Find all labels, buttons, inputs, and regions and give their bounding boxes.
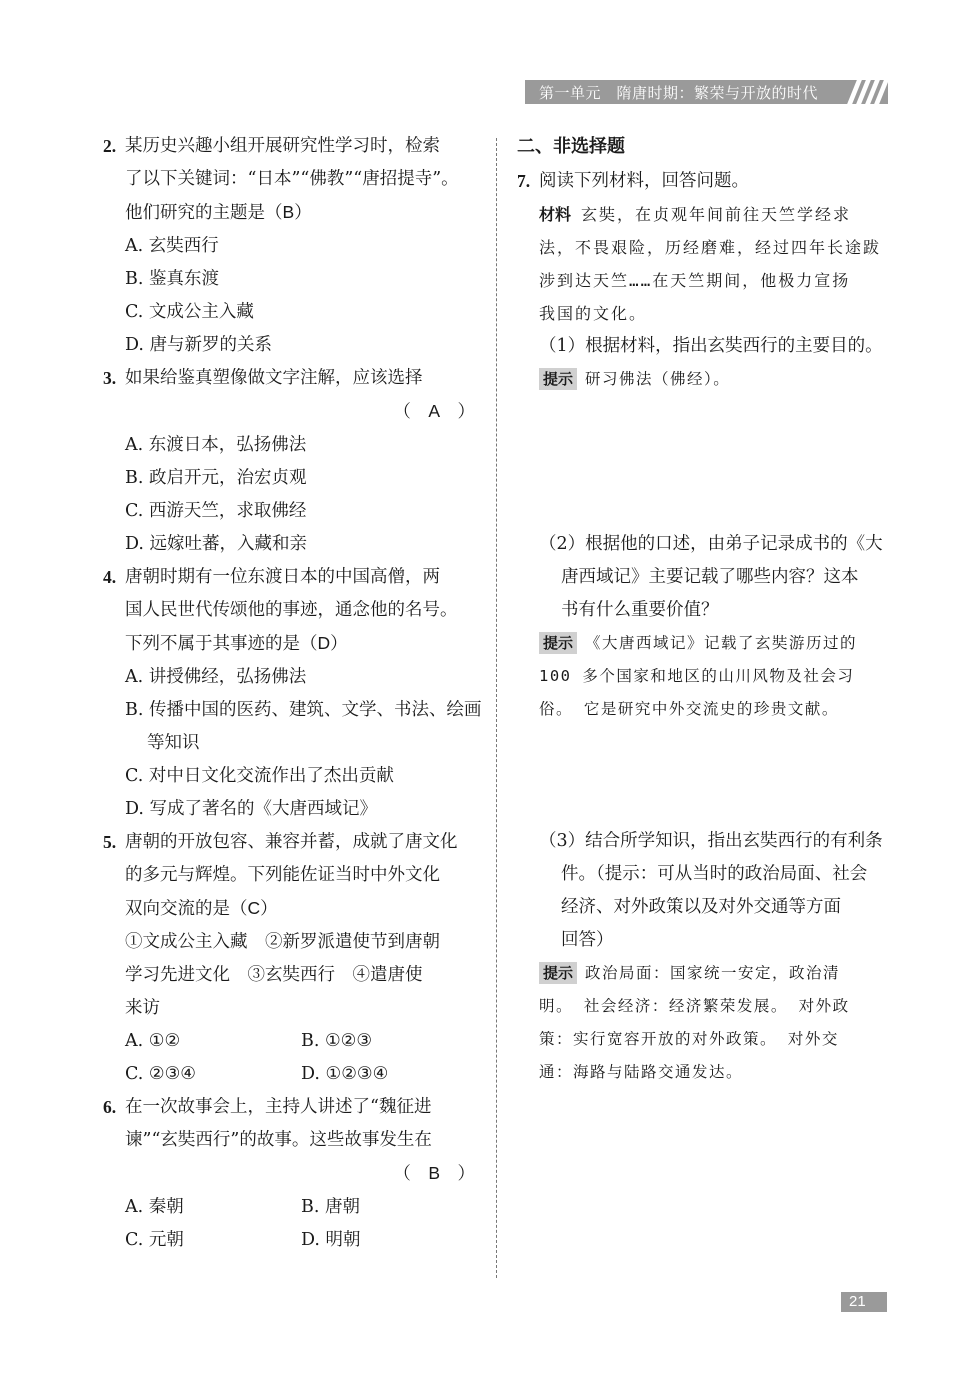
section-title: 二、非选择题 — [517, 136, 625, 157]
question-number: 7. — [517, 171, 531, 191]
option: A. 玄奘西行 — [125, 236, 219, 256]
hint-badge: 提示 — [539, 962, 577, 984]
right-column — [517, 130, 892, 1089]
question-line: 在一次故事会上，主持人讲述了“魏征进 — [125, 1097, 432, 1117]
question-line: 国人民世代传颂他的事迹，通念他的名号。 — [125, 600, 458, 620]
sub-question-3-line: 经济、对外政策以及对外交通等方面 — [561, 897, 841, 917]
sub-question-2-line: 书有什么重要价值？ — [561, 600, 719, 620]
option-continued: 等知识 — [147, 733, 200, 753]
material-line: 材料 玄奘，在贞观年间前往天竺学经求 — [539, 205, 852, 224]
question-3 — [103, 362, 483, 395]
hint-badge: 提示 — [539, 368, 577, 390]
option-row — [103, 1025, 483, 1058]
question-number: 4. — [103, 567, 117, 587]
question-number: 6. — [103, 1097, 117, 1117]
question-line: 唐朝的开放包容、兼容并蓄，成就了唐文化 — [125, 832, 458, 852]
sub-question-3-line: 件。（提示：可从当时的政治局面、社会 — [561, 864, 868, 884]
answer: B — [428, 1163, 440, 1183]
sub-question-3: （3）结合所学知识，指出玄奘西行的有利条 — [539, 831, 883, 851]
option: D. ①②③④ — [301, 1064, 389, 1084]
column-divider — [496, 138, 497, 1278]
option: A. 讲授佛经，弘扬佛法 — [125, 667, 307, 687]
sub-question-1: （1）根据材料，指出玄奘西行的主要目的。 — [539, 336, 883, 356]
question-line: 谏”“玄奘西行”的故事。这些故事发生在 — [125, 1130, 432, 1150]
question-7 — [517, 165, 892, 198]
question-line: 了以下关键词：“日本”“佛教”“唐招提寺”。 — [125, 169, 459, 189]
answer: C — [247, 898, 261, 918]
question-2 — [103, 130, 483, 230]
material-line: 我国的文化。 — [539, 304, 648, 323]
answer: B — [282, 202, 295, 222]
option: C. 元朝 — [125, 1230, 184, 1250]
option: D. 唐与新罗的关系 — [125, 335, 273, 355]
question-number: 5. — [103, 832, 117, 852]
question-item-line: ①文成公主入藏 ②新罗派遣使节到唐朝 — [125, 932, 440, 952]
option: B. 政启开元，治宏贞观 — [125, 468, 307, 488]
option: A. 秦朝 — [125, 1197, 184, 1217]
answer: A — [428, 401, 440, 421]
question-item-line: 学习先进文化 ③玄奘西行 ④遣唐使 — [125, 965, 423, 985]
question-line: 下列不属于其事迹的是（D） — [125, 633, 348, 654]
question-line: 唐朝时期有一位东渡日本的中国高僧，两 — [125, 567, 440, 587]
hint-3: 提示 政治局面：国家统一安定，政治清 明。 社会经济：经济繁荣发展。 对外政 策：实行宽容开放的对外政策。 对外交 通：海路与陆路交通发达。 — [539, 964, 850, 1081]
option: B. 鉴真东渡 — [125, 269, 219, 289]
option: B. ①②③ — [301, 1031, 373, 1051]
option-row — [103, 1058, 483, 1091]
question-line: 如果给鉴真塑像做文字注解，应该选择 — [125, 368, 423, 388]
header-title: 第一单元 隋唐时期：繁荣与开放的时代 — [539, 83, 819, 102]
question-5 — [103, 826, 483, 1025]
question-4 — [103, 561, 483, 661]
question-line: 阅读下列材料，回答问题。 — [539, 171, 749, 191]
option: C. ②③④ — [125, 1064, 196, 1084]
sub-question-2: （2）根据他的口述，由弟子记录成书的《大 — [539, 534, 883, 554]
option: C. 对中日文化交流作出了杰出贡献 — [125, 766, 394, 786]
answer-line: （ B ） — [393, 1163, 475, 1184]
material-line: 法，不畏艰险，历经磨难，经过四年长途跋 — [539, 238, 882, 257]
question-line: 的多元与辉煌。下列能佐证当时中外文化 — [125, 865, 440, 885]
option: D. 远嫁吐蕃，入藏和亲 — [125, 534, 308, 554]
option: B. 传播中国的医药、建筑、文学、书法、绘画 — [125, 700, 482, 720]
hint-badge: 提示 — [539, 632, 577, 654]
option: D. 写成了著名的《大唐西域记》 — [125, 799, 378, 819]
question-line: 双向交流的是（C） — [125, 898, 278, 919]
question-number: 2. — [103, 136, 117, 156]
question-line: 他们研究的主题是（B） — [125, 202, 312, 223]
page-number: 21 — [841, 1292, 887, 1312]
answer-line: （ A ） — [393, 401, 475, 422]
header-stripes — [852, 80, 888, 104]
question-line: 某历史兴趣小组开展研究性学习时，检索 — [125, 136, 440, 156]
material-block — [517, 198, 892, 330]
option-row — [103, 1224, 483, 1257]
option: A. ①② — [125, 1031, 181, 1051]
option: A. 东渡日本，弘扬佛法 — [125, 435, 307, 455]
option: D. 明朝 — [301, 1230, 361, 1250]
question-item-line: 来访 — [125, 998, 160, 1018]
answer: D — [317, 633, 331, 653]
material-line: 涉到达天竺……在天竺期间，他极力宣扬 — [539, 271, 851, 290]
option: C. 西游天竺，求取佛经 — [125, 501, 307, 521]
hint-1: 提示 研习佛法（佛经）。 — [517, 363, 892, 396]
question-6 — [103, 1091, 483, 1157]
option-row — [103, 1191, 483, 1224]
sub-question-2-line: 唐西域记》主要记载了哪些内容？这本 — [561, 567, 859, 587]
question-number: 3. — [103, 368, 117, 388]
sub-question-3-line: 回答） — [561, 930, 614, 950]
hint-2: 提示 《大唐西域记》记载了玄奘游历过的 100 多个国家和地区的山川风物及社会习 俗。 它是研究中外交流史的珍贵文献。 — [539, 634, 858, 718]
option: C. 文成公主入藏 — [125, 302, 254, 322]
left-column — [103, 130, 483, 1257]
page-header — [525, 80, 888, 104]
material-label: 材料 — [539, 205, 572, 224]
option: B. 唐朝 — [301, 1197, 360, 1217]
